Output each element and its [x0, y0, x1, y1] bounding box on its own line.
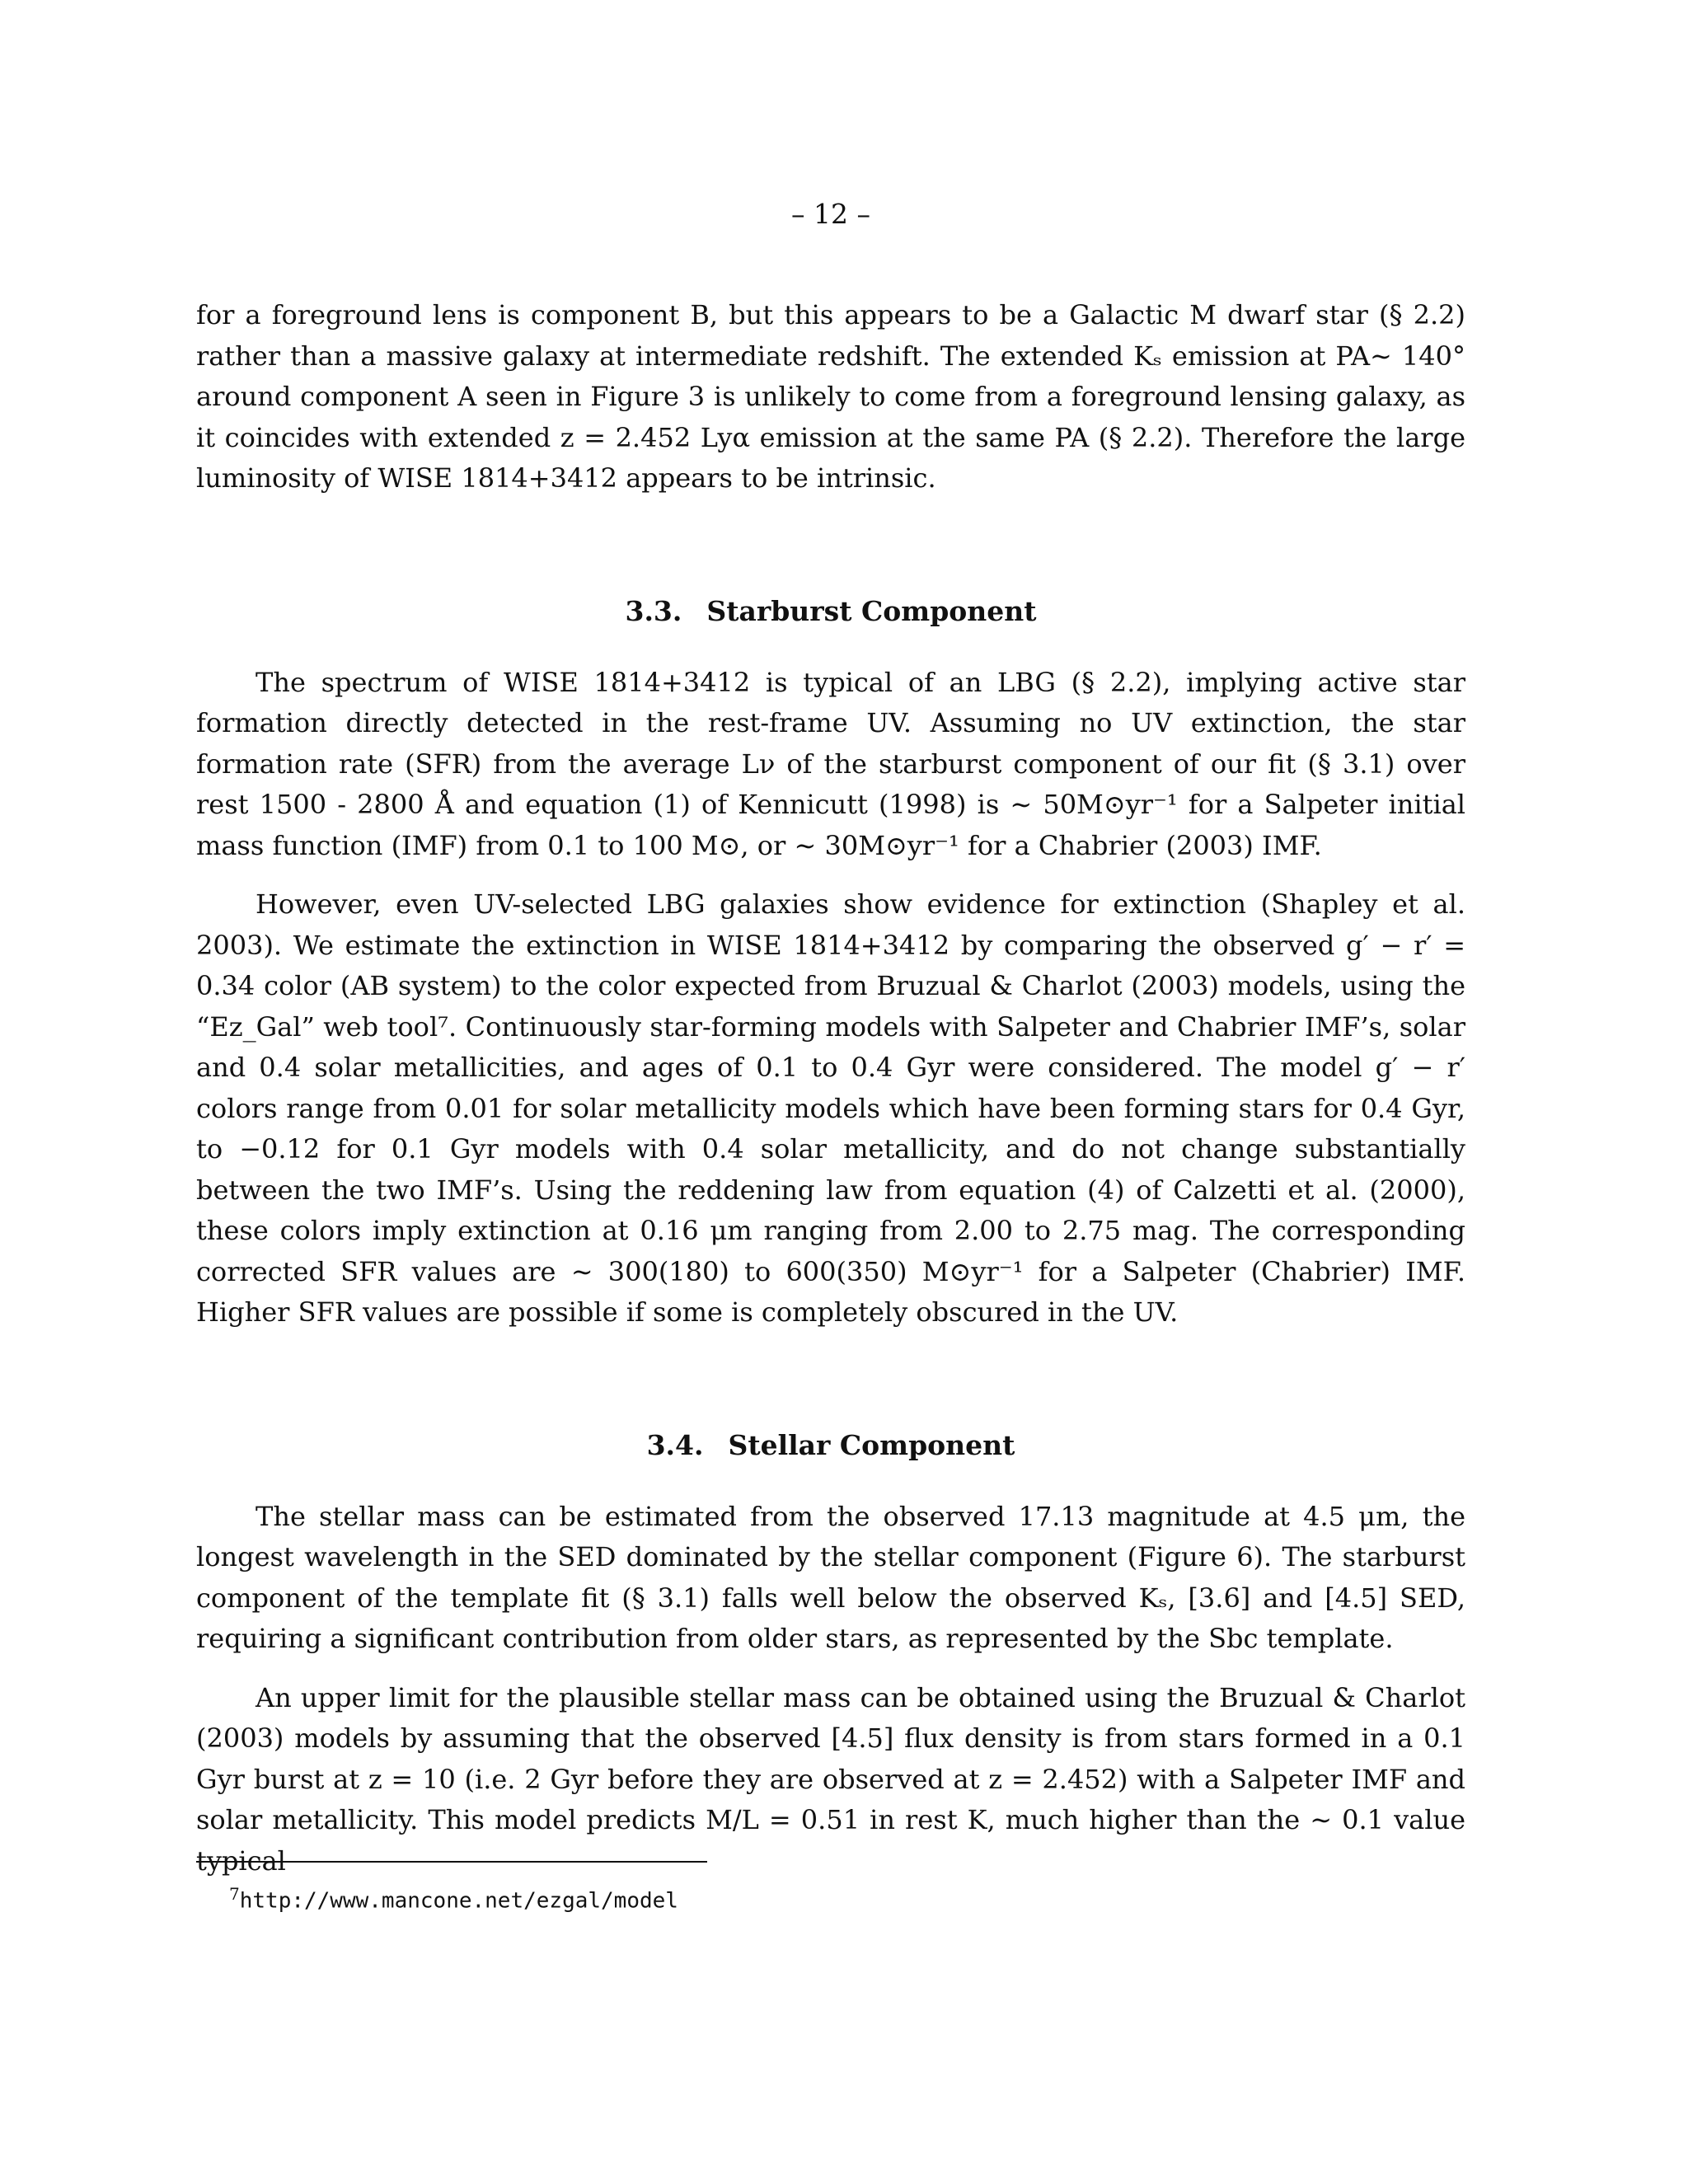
section-number: 3.4. [646, 1428, 704, 1461]
section-title: Stellar Component [728, 1428, 1015, 1461]
paragraph-sfr: The spectrum of WISE 1814+3412 is typical of an LBG (§ 2.2), implying active star formation directly detected in the rest-frame UV. Assuming no UV extinction, the star formation rate (SFR) from the average Lν of the starburst component of our fit (§ 3.1) over rest 1500 - 2800 Å and equation (1) of Kennicutt (1998) is ∼ 50M⊙yr⁻¹ for a Salpeter initial mass function (IMF) from 0.1 to 100 M⊙, or ∼ 30M⊙yr⁻¹ for a Chabrier (2003) IMF. [196, 666, 1465, 861]
paragraph-stellar-mass: The stellar mass can be estimated from the observed 17.13 magnitude at 4.5 μm, the longest wavelength in the SED dominated by the stellar component (Figure 6). The starburst component of the template fit (§ 3.1) falls well below the observed Kₛ, [3.6] and [4.5] SED, requiring a significant contribution from older stars, as represented by the Sbc template. [196, 1500, 1465, 1654]
footnote-marker: 7 [229, 1884, 240, 1904]
section-heading-starburst [196, 592, 1465, 631]
paragraph-extinction: However, even UV-selected LBG galaxies show evidence for extinction (Shapley et al. 2003). We estimate the extinction in WISE 1814+3412 by comparing the observed g′ − r′ = 0.34 color (AB system) to the color expected from Bruzual & Charlot (2003) models, using the “Ez_Gal” web tool⁷. Continuously star-forming models with Salpeter and Chabrier IMF’s, solar and 0.4 solar metallicities, and ages of 0.1 to 0.4 Gyr were considered. The model g′ − r′ colors range from 0.01 for solar metallicity models which have been forming stars for 0.4 Gyr, to −0.12 for 0.1 Gyr models with 0.4 solar metallicity, and do not change substantially between the two IMF’s. Using the reddening law from equation (4) of Calzetti et al. (2000), these colors imply extinction at 0.16 μm ranging from 2.00 to 2.75 mag. The corresponding corrected SFR values are ∼ 300(180) to 600(350) M⊙yr⁻¹ for a Salpeter (Chabrier) IMF. Higher SFR values are possible if some is completely obscured in the UV. [196, 888, 1465, 1328]
paragraph-lensing: for a foreground lens is component B, but this appears to be a Galactic M dwarf star (§ 2.2) rather than a massive galaxy at intermediate redshift. The extended Kₛ emission at PA∼ 140° around component A seen in Figure 3 is unlikely to come from a foreground lensing galaxy, as it coincides with extended z = 2.452 Lyα emission at the same PA (§ 2.2). Therefore the large luminosity of WISE 1814+3412 appears to be intrinsic. [196, 299, 1465, 494]
paper-page [196, 0, 1465, 2184]
footnote-link[interactable]: http://www.mancone.net/ezgal/model [239, 1888, 678, 1914]
footnote-divider [196, 1861, 707, 1863]
section-title: Starburst Component [706, 594, 1037, 627]
page-number: – 12 – [791, 198, 870, 230]
paragraph-upper-limit: An upper limit for the plausible stellar mass can be obtained using the Bruzual & Charlot (2003) models by assuming that the observed [4.5] flux density is from stars formed in a 0.1 Gyr burst at z = 10 (i.e. 2 Gyr before they are observed at z = 2.452) with a Salpeter IMF and solar metallicity. This model predicts M/L = 0.51 in rest K, much higher than the ∼ 0.1 value typical [196, 1681, 1465, 1877]
footnote [229, 1877, 678, 1918]
section-number: 3.3. [625, 594, 682, 627]
body-text [196, 295, 1465, 1882]
section-heading-stellar [196, 1426, 1465, 1465]
